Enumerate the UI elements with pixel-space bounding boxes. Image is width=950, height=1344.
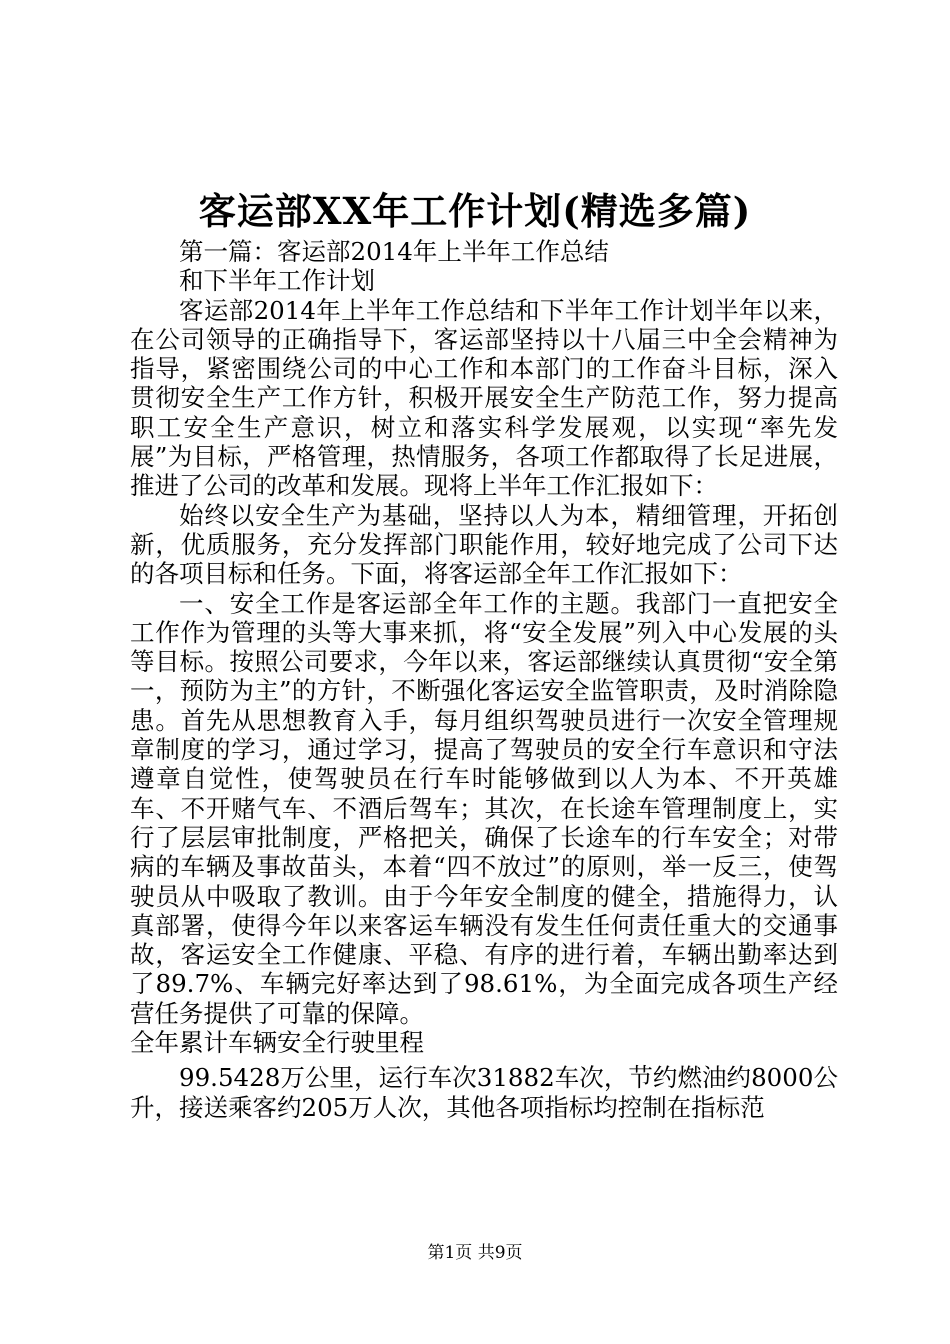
document-title: 客运部XX年工作计划(精选多篇) xyxy=(198,189,752,233)
paragraph-summary-intro: 客运部2014年上半年工作总结和下半年工作计划半年以来，在公司领导的正确指导下，客运部坚持以十八届三中全会精神为指导，紧密围绕公司的中心工作和本部门的工作奋斗目标，深入贯彻安全生产工作方针，积极开展安全生产防范工作，努力提高职工安全生产意识，树立和落实科学发展观，以实现“率先发展”为目标，严格管理，热情服务，各项工作都取得了长足进展，推进了公司的改革和发展。现将上半年工作汇报如下： xyxy=(130,295,838,501)
paragraph-safety-work: 一、安全工作是客运部全年工作的主题。我部门一直把安全工作作为管理的头等大事来抓，将“安全发展”列入中心发展的头等目标。按照公司要求，今年以来，客运部继续认真贯彻“安全第一，预防为主”的方针，不断强化客运安全监管职责，及时消除隐患。首先从思想教育入手，每月组织驾驶员进行一次安全管理规章制度的学习，通过学习，提高了驾驶员的安全行车意识和守法遵章自觉性，使驾驶员在行车时能够做到以人为本、不开英雄车、不开赌气车、不酒后驾车；其次，在长途车管理制度上，实行了层层审批制度，严格把关，确保了长途车的行车安全；对带病的车辆及事故苗头，本着“四不放过”的原则，举一反三，使驾驶员从中吸取了教训。由于今年安全制度的健全，措施得力，认真部署，使得今年以来客运车辆没有发生任何责任重大的交通事故，客运安全工作健康、平稳、有序的进行着，车辆出勤率达到了89.7%、车辆完好率达到了98.61%，为全面完成各项生产经营任务提供了可靠的保障。 xyxy=(130,588,838,1028)
paragraph-overview: 始终以安全生产为基础，坚持以人为本，精细管理，开拓创新，优质服务，充分发挥部门职能作用，较好地完成了公司下达的各项目标和任务。下面，将客运部全年工作汇报如下： xyxy=(130,500,838,589)
section-heading-line-2: 和下半年工作计划 xyxy=(179,266,375,296)
page-footer: 第1页 共9页 xyxy=(427,1243,523,1263)
document-body xyxy=(130,237,838,1122)
paragraph-mileage-label: 全年累计车辆安全行驶里程 xyxy=(130,1028,424,1058)
paragraph-statistics: 99.5428万公里，运行车次31882车次，节约燃油约8000公升，接送乘客约205万人次，其他各项指标均控制在指标范 xyxy=(130,1063,838,1122)
section-heading-line-1: 第一篇：客运部2014年上半年工作总结 xyxy=(179,237,609,266)
